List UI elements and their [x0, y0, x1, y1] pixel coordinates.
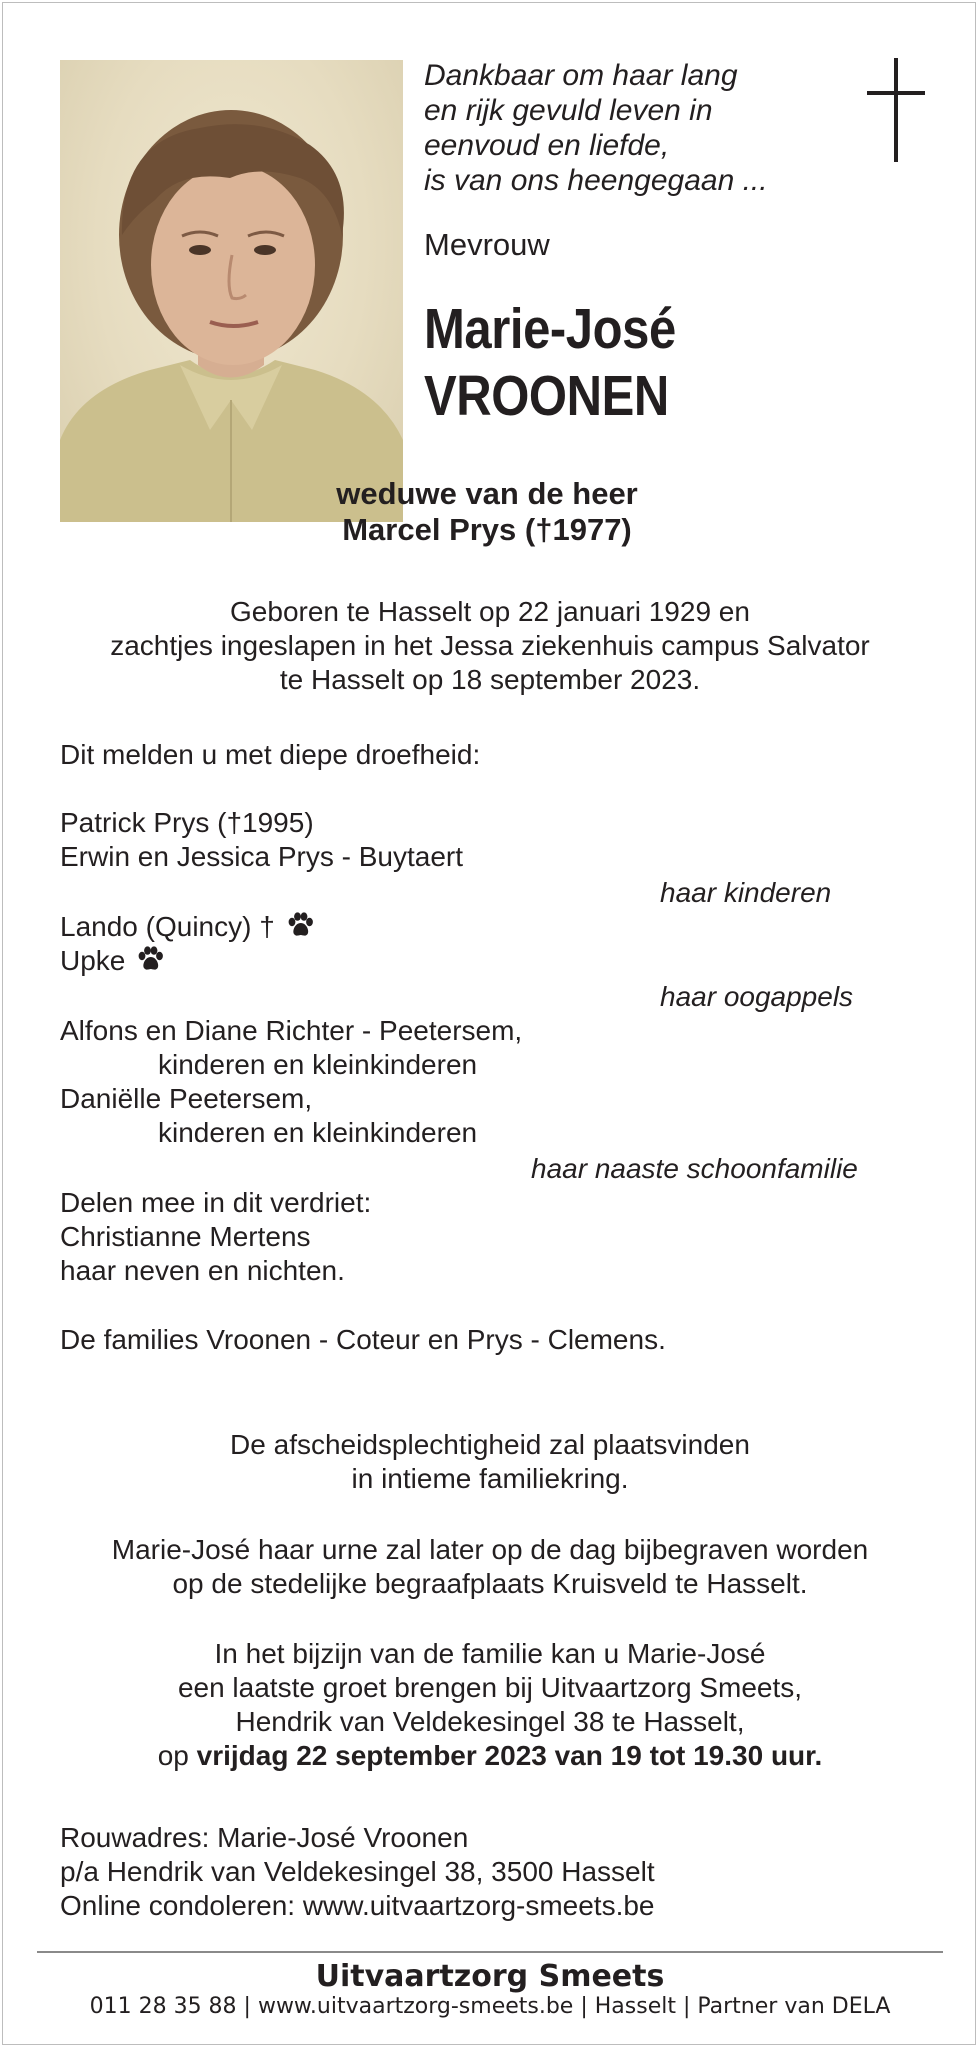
intro-poem: [424, 58, 768, 198]
child-name: Erwin en Jessica Prys - Buytaert: [60, 841, 464, 872]
sharing-line: Christianne Mertens: [60, 1221, 311, 1252]
paw-icon: [137, 946, 164, 972]
widow-line: Marcel Prys (†1977): [342, 512, 632, 547]
funeral-home-name: Uitvaartzorg Smeets: [315, 1959, 665, 1994]
cross-icon: [867, 58, 925, 162]
visit-time: vrijdag 22 september 2023 van 19 tot 19.30 uur.: [196, 1740, 823, 1771]
urn-line: Marie-José haar urne zal later op de dag bijbegraven worden: [111, 1534, 869, 1565]
role-label: haar oogappels: [660, 981, 854, 1012]
intro-line: is van ons heengegaan ...: [424, 164, 768, 197]
intro-line: eenvoud en liefde,: [424, 129, 670, 162]
ceremony-line: De afscheidsplechtigheid zal plaatsvinden: [230, 1429, 750, 1460]
last-name: VROONEN: [424, 364, 669, 428]
visit-line: Hendrik van Veldekesingel 38 te Hasselt,: [235, 1706, 745, 1737]
pet-label: Lando (Quincy) †: [60, 911, 275, 942]
ceremony-info: [3, 1428, 976, 1496]
portrait-photo: [60, 60, 403, 522]
visit-prefix: op: [157, 1740, 197, 1771]
pet-label: Upke: [60, 945, 126, 976]
birth-line: Geboren te Hasselt op 22 januari 1929 en: [230, 596, 750, 627]
sharing-line: haar neven en nichten.: [60, 1255, 345, 1286]
inlaw-sub: kinderen en kleinkinderen: [158, 1117, 478, 1148]
inlaw-name: Alfons en Diane Richter - Peetersem,: [60, 1015, 523, 1046]
birth-line: zachtjes ingeslapen in het Jessa ziekenhuis campus Salvator: [110, 630, 870, 661]
urn-info: [3, 1533, 976, 1601]
inlaw-sub: kinderen en kleinkinderen: [158, 1049, 478, 1080]
honorific: Mevrouw: [424, 227, 550, 262]
ceremony-line: in intieme familiekring.: [351, 1463, 629, 1494]
funeral-home-info: 011 28 35 88 | www.uitvaartzorg-smeets.be | Hasselt | Partner van DELA: [89, 1994, 891, 2019]
footer-divider: [37, 1951, 943, 1953]
families-line: De families Vroonen - Coteur en Prys - Clemens.: [60, 1324, 666, 1355]
child-name: Patrick Prys (†1995): [60, 807, 314, 838]
announcement: Dit melden u met diepe droefheid:: [60, 739, 481, 770]
birth-death-info: [3, 595, 976, 697]
first-name: Marie-José: [424, 297, 676, 361]
birth-line: te Hasselt op 18 september 2023.: [279, 664, 701, 695]
intro-line: en rijk gevuld leven in: [424, 94, 713, 127]
role-label: haar kinderen: [660, 877, 832, 908]
sharing-line: Delen mee in dit verdriet:: [60, 1187, 372, 1218]
intro-line: Dankbaar om haar lang: [424, 59, 738, 92]
widow-line: weduwe van de heer: [336, 476, 638, 511]
paw-icon: [287, 912, 314, 938]
address-line: Rouwadres: Marie-José Vroonen: [60, 1822, 469, 1853]
pet-name: [60, 944, 164, 978]
visit-line: In het bijzijn van de familie kan u Marie-José: [214, 1638, 766, 1669]
deceased-name: [424, 296, 676, 430]
urn-line: op de stedelijke begraafplaats Kruisveld te Hasselt.: [172, 1568, 808, 1599]
role-label: haar naaste schoonfamilie: [531, 1153, 858, 1184]
visit-info: [3, 1637, 976, 1773]
visit-line: een laatste groet brengen bij Uitvaartzorg Smeets,: [177, 1672, 803, 1703]
address-line: p/a Hendrik van Veldekesingel 38, 3500 Hasselt: [60, 1856, 655, 1887]
widow-of: [3, 476, 976, 548]
inlaw-name: Daniëlle Peetersem,: [60, 1083, 313, 1114]
condolence-link[interactable]: Online condoleren: www.uitvaartzorg-smeets.be: [60, 1890, 655, 1921]
visit-time-line: [3, 1739, 976, 1773]
obituary-card: [2, 2, 976, 2045]
pet-name: [60, 910, 314, 944]
